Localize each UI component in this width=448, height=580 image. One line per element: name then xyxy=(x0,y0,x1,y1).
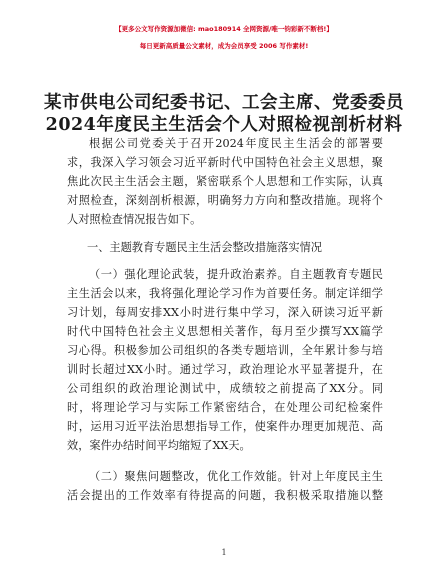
intro-line: 对照检查，深刻剖析根源，明确努力方向和整改措施。现将个 xyxy=(67,194,383,207)
intro-line: 人对照检查情况报告如下。 xyxy=(67,213,202,226)
paragraph-line: 活会提出的工作效率有待提高的问题，我积极采取措施以整 xyxy=(67,489,383,502)
paragraph-line: 时代中国特色社会主义思想相关著作，每月至少撰写XX篇学 xyxy=(67,325,383,338)
intro-line: 求，我深入学习领会习近平新时代中国特色社会主义思想，聚 xyxy=(67,156,383,169)
intro-line: 根据公司党委关于召开2024年度民主生活会的部署要 xyxy=(89,137,383,150)
paragraph-line: 效，案件办结时间平均缩短了XX天。 xyxy=(67,439,251,452)
section-heading: 一、主题教育专题民主生活会整改措施落实情况 xyxy=(87,241,322,254)
intro-paragraph xyxy=(67,134,383,229)
paragraph-line: 主生活会以来，我将强化理论学习作为首要任务。制定详细学 xyxy=(67,287,383,300)
paragraph-line: 训时长超过XX小时。通过学习，政治理论水平显著提升，在 xyxy=(67,363,383,376)
paragraph-line: （二）聚焦问题整改，优化工作效能。针对上年度民主生 xyxy=(89,470,383,483)
paragraph-line: 时，将理论学习与实际工作紧密结合，在处理公司纪检案件 xyxy=(67,401,383,414)
paragraph-line: 习计划，每周安排XX小时进行集中学习，深入研读习近平新 xyxy=(67,306,383,319)
intro-line: 焦此次民主生活会主题，紧密联系个人思想和工作实际，认真 xyxy=(67,175,383,188)
promo-banner-line-1: 【更多公文写作资源加微信: mao180914 全网资源/唯一钧彩新不断档!】 xyxy=(115,25,333,33)
paragraph-line: 时，运用习近平法治思想指导工作，使案件办理更加规范、高 xyxy=(67,420,383,433)
document-title-line-1: 某市供电公司纪委书记、工会主席、党委委员 xyxy=(44,93,404,113)
paragraph-line: （一）强化理论武装，提升政治素养。自主题教育专题民 xyxy=(89,268,383,281)
document-title-line-2: 2024年度民主生活会个人对照检视剖析材料 xyxy=(45,115,403,135)
paragraph-line: 习心得。积极参加公司组织的各类专题培训，全年累计参与培 xyxy=(67,344,383,357)
section1-paragraph-2 xyxy=(67,467,383,505)
section1-paragraph-1 xyxy=(67,265,383,455)
page-number: 1 xyxy=(221,548,227,557)
promo-banner-line-2: 每日更新高质量公文素材，成为会员享受 2006 写作素材! xyxy=(139,42,309,50)
paragraph-line: 公司组织的政治理论测试中，成绩较之前提高了XX分。同 xyxy=(67,382,383,395)
